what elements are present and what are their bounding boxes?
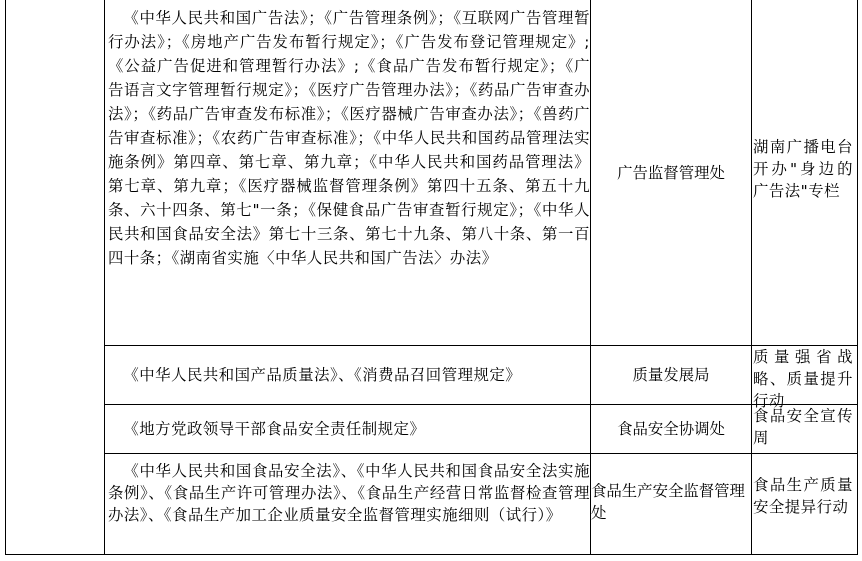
note-cell: 食品生产质量安全提异行动 — [753, 476, 853, 516]
row-divider — [104, 453, 858, 454]
law-cell: 《中华人民共和国食品安全法》、《中华人民共和国食品安全法实施条例》、《食品生产许可管理办法》、《食品生产经营日常监督检查管理办法》、《食品生产加工企业质量安全监督管理实施细则（试行）》 — [108, 462, 590, 524]
table-border-right — [857, 0, 858, 555]
department-cell: 广告监督管理处 — [617, 163, 725, 182]
table-border-bottom — [5, 554, 858, 555]
law-cell: 《中华人民共和国广告法》；《广告管理条例》；《互联网广告管理暂行办法》；《房地产广告发布暂行规定》；《广告发布登记管理规定》;《公益广告促进和管理暂行办法》;《食品广告发布暂行规定》；《广告语言文字管理暂行规定》；《医疗广告管理办法》；《药品广告审查办法》；《药品广告审查发布标准》；《医疗器械广告审查办法》；《兽药广告审查标准》；《农药广告审查标准》；《中华人民共和国药品管理法实施条例》第四章、第七章、第九章；《中华人民共和国药品管理法》第七章、第九章；《医疗器械监督管理条例》第四十五条、第五十九条、六十四条、第七"一条；《保健食品广告审查暂行规定》；《中华人民共和国食品安全法》第七十三条、第七十九条、第八十条、第一百四十条；《湖南省实施〈中华人民共和国广告法〉办法》 — [108, 9, 590, 267]
law-cell: 《中华人民共和国产品质量法》、《消费品召回管理规定》 — [123, 366, 522, 384]
department-cell: 食品生产安全监督管理处 — [591, 482, 745, 522]
department-cell: 质量发展局 — [632, 366, 710, 384]
law-cell: 《地方党政领导干部食品安全责任制规定》 — [123, 420, 426, 438]
note-cell: 质量强省战略、质量提升行动 — [753, 348, 853, 410]
note-cell: 湖南广播电台开办"身边的广告法"专栏 — [753, 138, 853, 200]
table-border-left — [5, 0, 6, 555]
note-cell: 食品安全宣传周 — [753, 407, 853, 447]
department-cell: 食品安全协调处 — [617, 420, 725, 438]
column-divider — [751, 0, 752, 555]
column-divider — [104, 0, 105, 555]
